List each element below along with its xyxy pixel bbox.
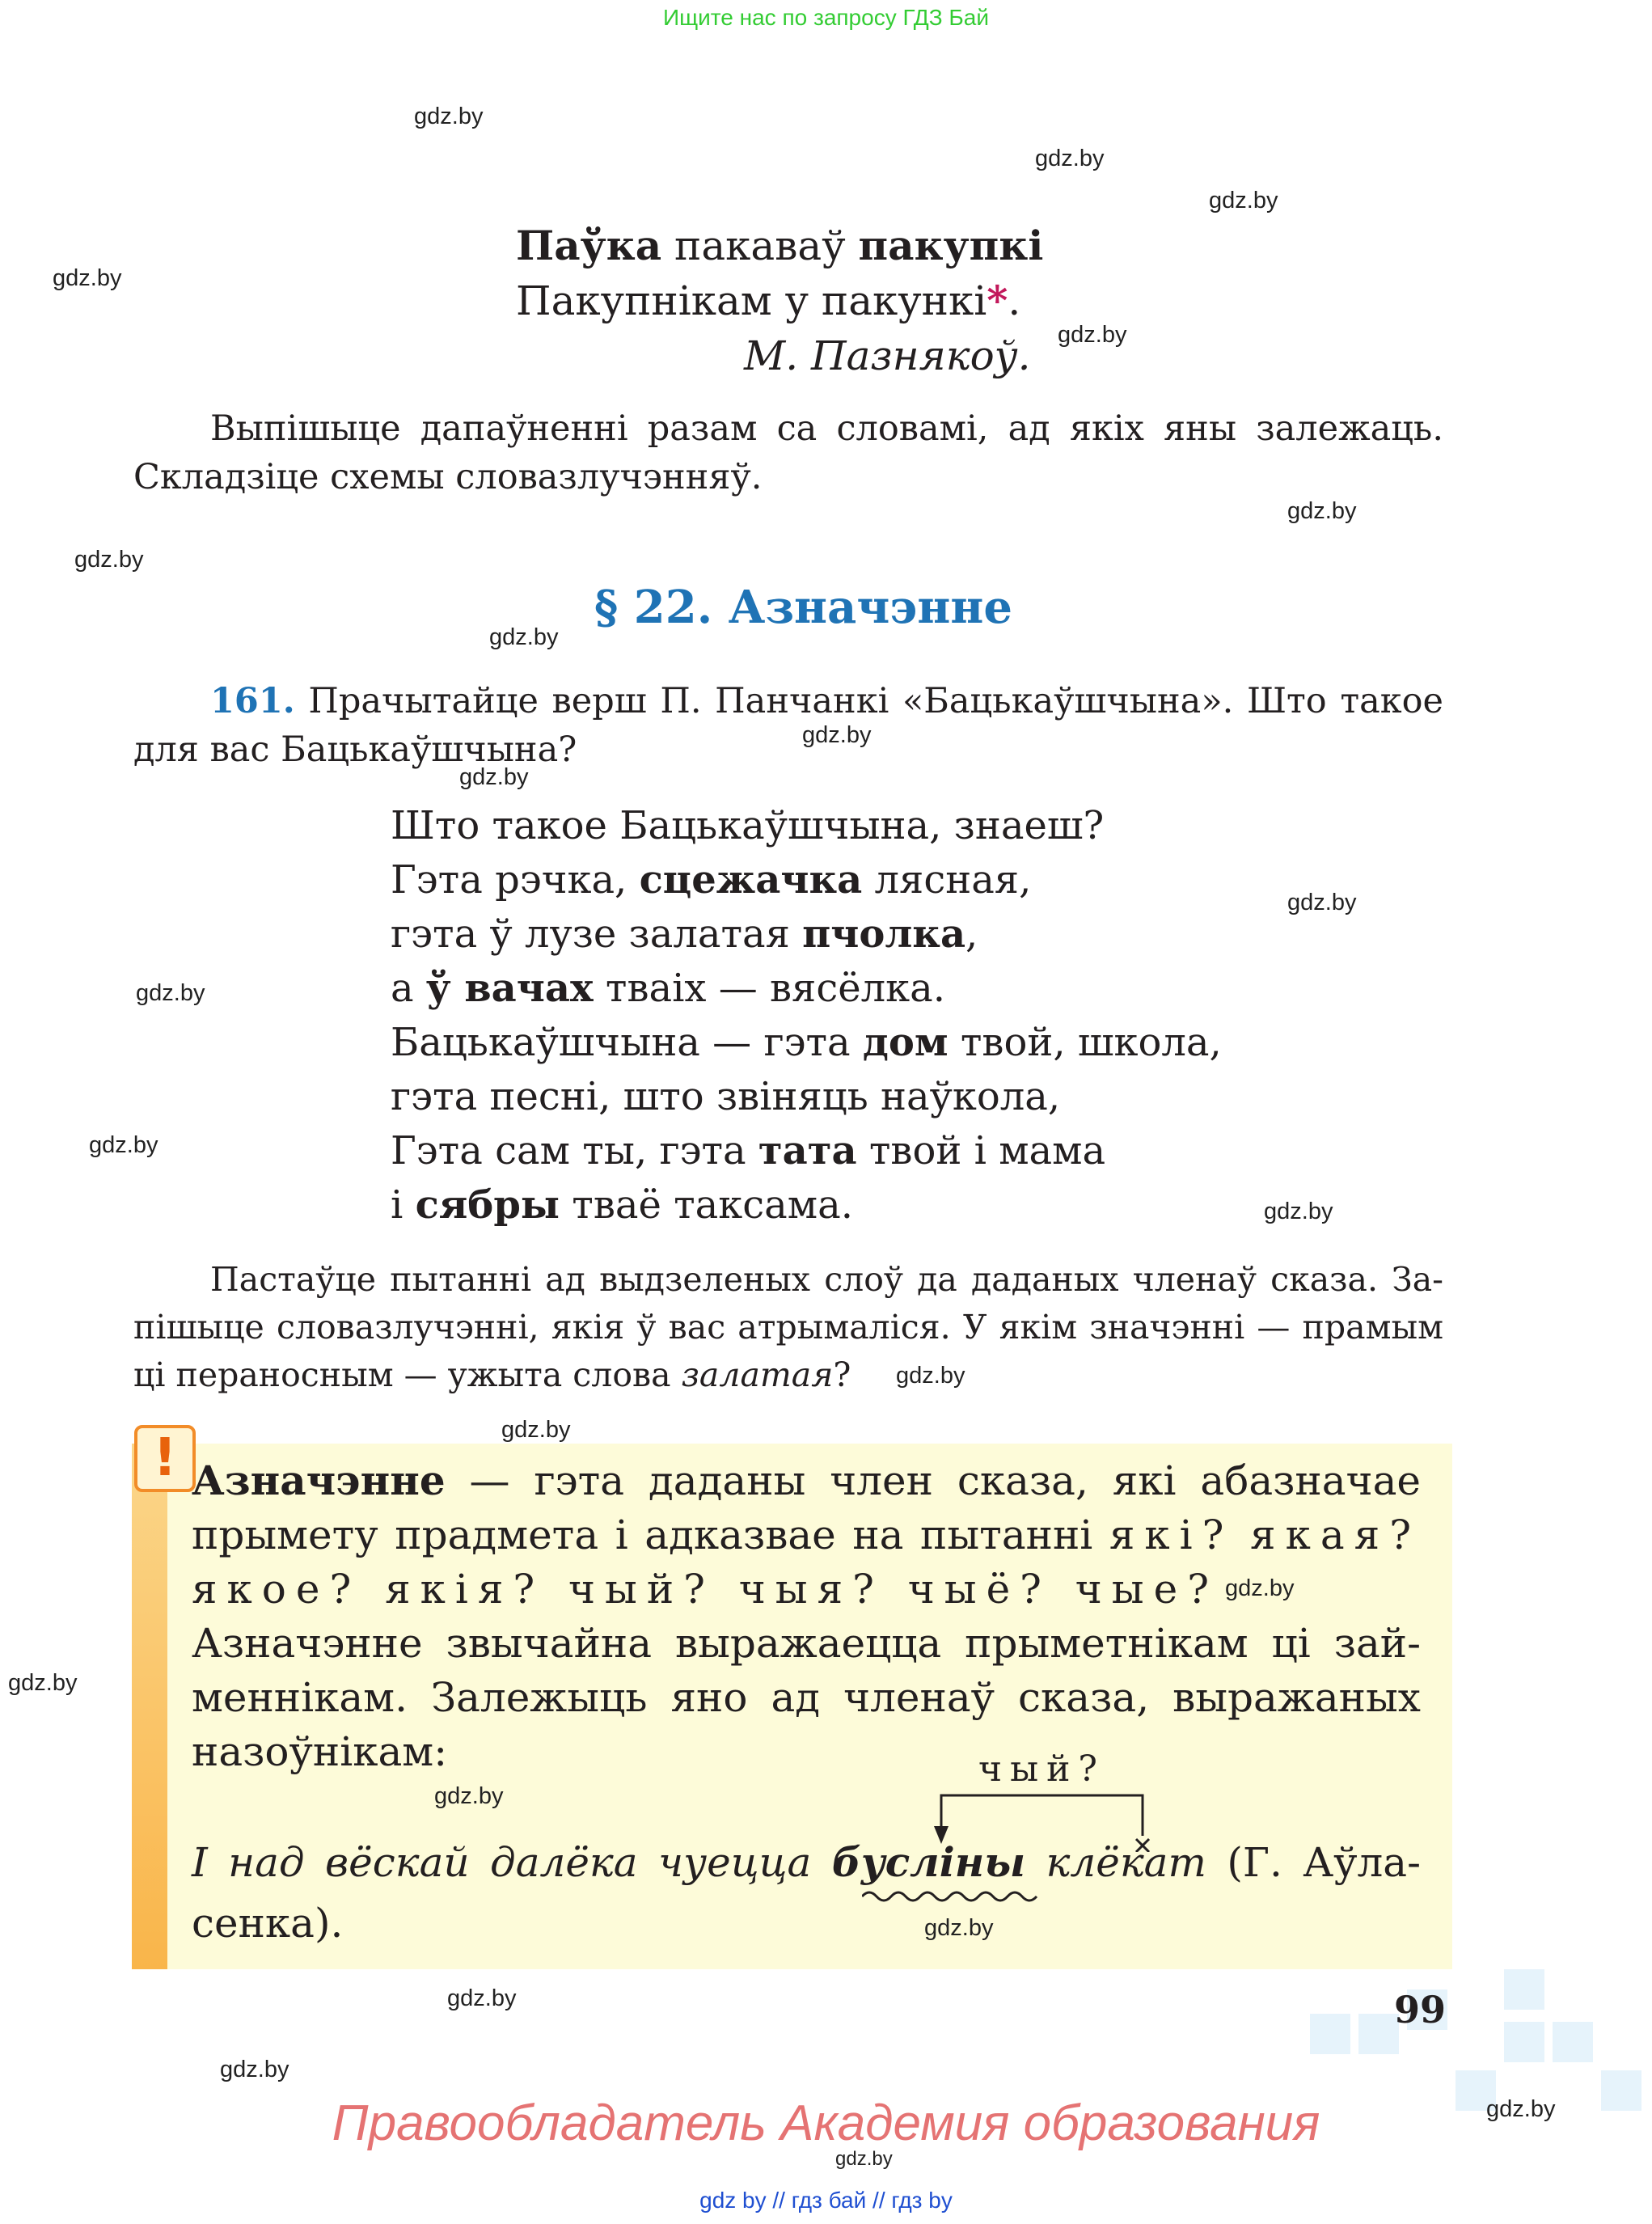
poem2-line5: Бацькаўшчына — гэта дом твой, школа, <box>391 1020 1222 1065</box>
watermark: gdz.by <box>1035 146 1105 171</box>
task2-line1: Пастаўце пытанні ад выдзеленых слоў да даданых членаў сказа. За- <box>210 1260 1443 1299</box>
watermark: gdz.by <box>447 1985 517 2011</box>
watermark: gdz.by <box>1264 1199 1333 1224</box>
poem1-word-pauka: Паўка <box>516 222 662 269</box>
rule-example: І над вёскай далёка чуецца бусліны клёкат (Г. Аўла- сенка). <box>192 1838 1422 1947</box>
poem1-line2-dot: . <box>1008 277 1021 324</box>
poem2 <box>391 799 1222 1233</box>
watermark: gdz.by <box>220 2057 289 2082</box>
watermark: gdz.by <box>459 764 529 790</box>
highlight-sciezhachka: сцежачка <box>639 857 863 903</box>
rule-box-sidebar <box>132 1444 167 1969</box>
watermark: gdz.by <box>896 1363 965 1389</box>
poem2-line4: а ў вачах тваіх — вясёлка. <box>391 966 945 1011</box>
watermark: gdz.by <box>835 2148 893 2170</box>
watermark: gdz.by <box>1225 1575 1295 1601</box>
task-prev-line2: Складзіце схемы словазлучэнняў. <box>133 457 763 497</box>
copyright-notice: Правообладатель Академия образования <box>332 2095 1320 2151</box>
task2-word-zalataya: залатая <box>681 1355 834 1394</box>
task2: Пастаўце пытанні ад выдзеленых слоў да даданых членаў сказа. За- пішыце словазлучэнні, якія ў вас атрымаліся. У якім значэнні — прамым ці пераносным — ужыта слова залатая? <box>133 1260 1443 1394</box>
scheme-question: чый? <box>978 1748 1106 1790</box>
watermark: gdz.by <box>89 1132 158 1158</box>
example-word-busliny: бусліны <box>831 1838 1026 1886</box>
task2-line2: пішыце словазлучэнні, якія ў вас атрымаліся. У якім значэнні — прамым <box>133 1308 1443 1347</box>
poem1-line2 <box>516 273 1020 328</box>
poem2-line7: Гэта сам ты, гэта тата твой і мама <box>391 1128 1106 1173</box>
watermark: gdz.by <box>802 722 872 748</box>
poem1-line1 <box>516 218 1043 273</box>
highlight-siabry: сябры <box>415 1182 560 1228</box>
watermark: gdz.by <box>1209 188 1278 214</box>
section-title: § 22. Азначэнне <box>594 581 1013 634</box>
exercise-161 <box>133 677 1443 774</box>
poem2-line3: гэта ў лузе залатая пчолка, <box>391 911 978 957</box>
watermark: gdz.by <box>1486 2096 1556 2122</box>
poem2-line8: і сябры тваё таксама. <box>391 1182 853 1228</box>
poem2-line6: гэта песні, што звіняць наўкола, <box>391 1074 1061 1119</box>
page-number: 99 <box>1394 1988 1447 2032</box>
watermark: gdz.by <box>1287 890 1357 915</box>
decor-square <box>1310 2014 1350 2054</box>
rule-questions: якое? якія? чый? чыя? чыё? чые? <box>192 1566 1219 1613</box>
task-prev-line1: Выпішыце дапаўненні разам са словамі, ад якіх яны залежаць. <box>210 408 1443 449</box>
decor-square <box>1553 2022 1593 2062</box>
highlight-dom: дом <box>862 1020 949 1065</box>
watermark: gdz.by <box>74 547 144 573</box>
rule-term: Азначэнне <box>192 1457 446 1504</box>
poem1-word-pakupki: пакупкі <box>858 222 1044 269</box>
decor-square <box>1504 2022 1544 2062</box>
decor-square <box>1504 1969 1544 2010</box>
poem1-author-name: М. Пазнякоў <box>744 332 1018 379</box>
watermark: gdz.by <box>53 265 122 291</box>
watermark: gdz.by <box>489 624 559 650</box>
task-prev <box>133 404 1443 501</box>
poem1-word-pakavau: пакаваў <box>661 222 859 269</box>
decor-square <box>1358 2014 1399 2054</box>
rule-text: Азначэнне — гэта даданы член сказа, які абазначае прымету прадмета і адказвае на пытанні які? якая? якое? якія? чый? чыя? чыё? чые? Азначэнне звычайна выражаецца прыметнікам ці зай- меннікам. Залежыць яно ад членаў сказа, выражаных назоўнікам: <box>192 1457 1421 1775</box>
poem1-author <box>744 328 1031 383</box>
exercise-line2: для вас Бацькаўшчына? <box>133 729 577 770</box>
watermark: gdz.by <box>1287 498 1357 524</box>
watermark: gdz.by <box>414 104 484 129</box>
watermark: gdz.by <box>434 1783 504 1809</box>
poem2-line2: Гэта рэчка, сцежачка лясная, <box>391 857 1032 903</box>
watermark: gdz.by <box>1058 322 1127 348</box>
poem1-author-dot: . <box>1017 332 1031 379</box>
top-banner: Ищите нас по запросу ГДЗ Бай <box>662 5 990 30</box>
footer-links[interactable]: gdz by // гдз бай // гдз by <box>699 2188 953 2213</box>
wavy-underline <box>862 1888 1041 1905</box>
poem1-line2-text: Пакупнікам у пакункі <box>516 277 987 324</box>
highlight-pcholka: пчолка <box>802 911 966 957</box>
exercise-line1: Прачытайце верш П. Панчанкі «Бацькаўшчына». Што такое <box>294 681 1443 721</box>
highlight-tata: тата <box>758 1128 857 1173</box>
watermark: gdz.by <box>136 980 205 1006</box>
exercise-number: 161. <box>210 681 295 721</box>
poem2-line1: Што такое Бацькаўшчына, знаеш? <box>391 803 1105 848</box>
exclamation-icon: ! <box>134 1425 196 1492</box>
watermark: gdz.by <box>8 1670 78 1696</box>
footnote-star: * <box>987 277 1008 324</box>
highlight-vachakh: ў вачах <box>425 966 594 1011</box>
watermark: gdz.by <box>501 1417 571 1443</box>
watermark: gdz.by <box>924 1915 994 1941</box>
